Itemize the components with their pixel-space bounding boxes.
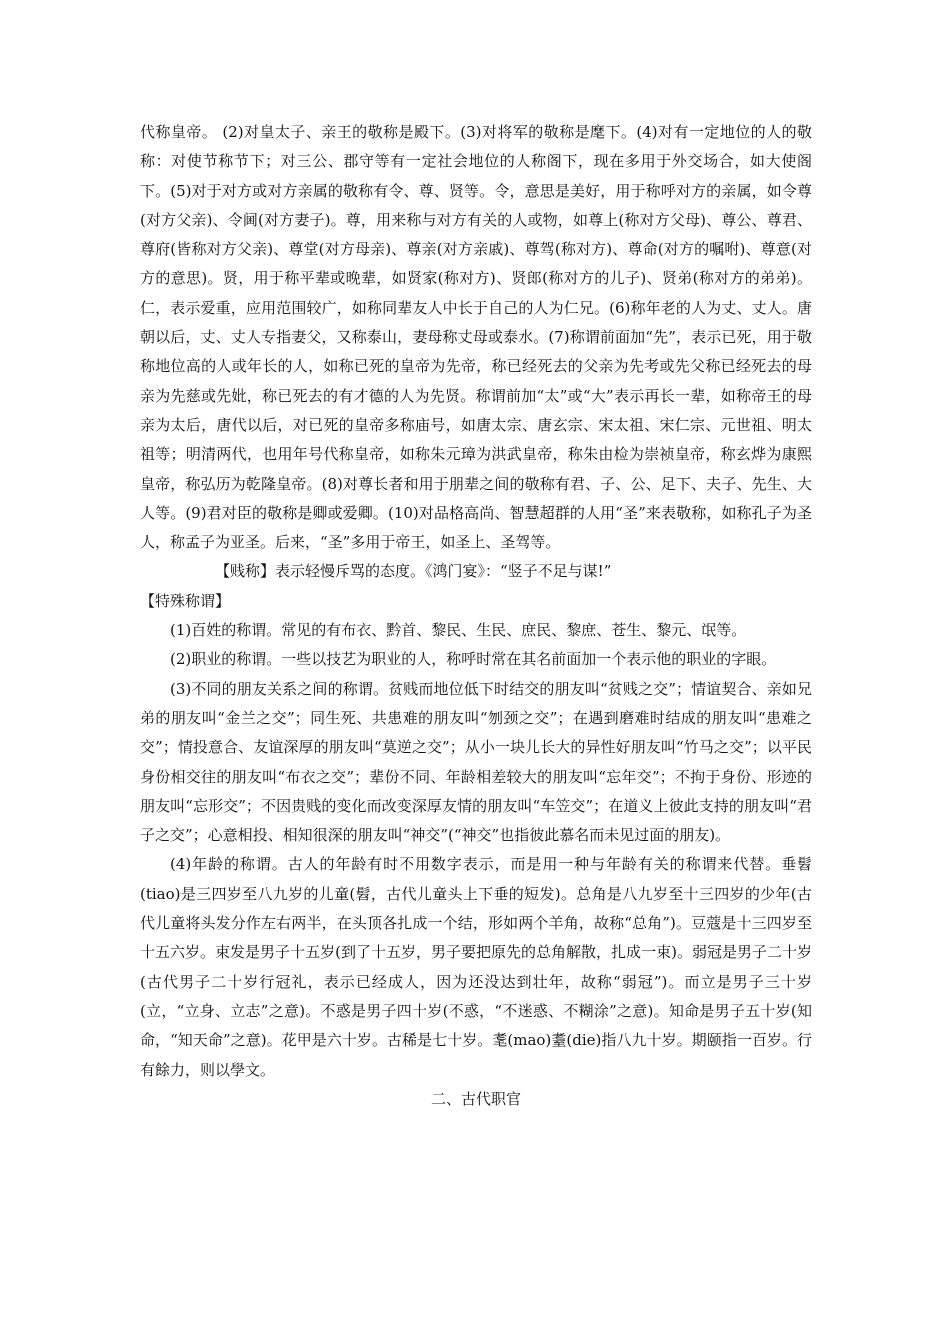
paragraph-commoner-terms: (1)百姓的称谓。常见的有布衣、黔首、黎民、生民、庶民、黎庶、苍生、黎元、氓等。 bbox=[170, 621, 747, 640]
paragraph-friendship-terms: (3)不同的朋友关系之间的称谓。贫贱而地位低下时结交的朋友叫“贫贱之交”；情谊契合、亲如兄弟的朋友叫“金兰之交”；同生死、共患难的朋友叫“刎颈之交”；在遇到磨难时结成的朋友叫“患难之交”；情投意合、友谊深厚的朋友叫“莫逆之交”；从小一块儿长大的异性好朋友叫“竹马之交”；以平民身份相交往的朋友叫“布衣之交”；辈份不同、年龄相差较大的朋友叫“忘年交”；不拘于身份、形迹的朋友叫“忘形交”；不因贵贱的变化而改变深厚友情的朋友叫“车笠交”；在道义上彼此支持的朋友叫“君子之交”；心意相投、相知很深的朋友叫“神交”(“神交”也指彼此慕名而未见过面的朋友)。 bbox=[140, 679, 812, 845]
document-page bbox=[140, 118, 812, 1114]
heading-special-terms: 【特殊称谓】 bbox=[140, 591, 231, 610]
paragraph-occupation-terms: (2)职业的称谓。一些以技艺为职业的人，称呼时常在其名前面加一个表示他的职业的字眼。 bbox=[170, 650, 777, 669]
paragraph-derogatory-terms: 【贱称】表示轻慢斥骂的态度。《鸿门宴》：“竖子不足与谋!” bbox=[215, 562, 612, 581]
section-heading: 二、古代职官 bbox=[430, 1089, 521, 1108]
paragraph-honorifics: 代称皇帝。 (2)对皇太子、亲王的敬称是殿下。(3)对将军的敬称是麾下。(4)对有一定地位的人的敬称：对使节称节下；对三公、郡守等有一定社会地位的人称阁下，现在多用于外交场合，如大使阁下。(5)对于对方或对方亲属的敬称有令、尊、贤等。令，意思是美好，用于称呼对方的亲属，如令尊(对方父亲)、令阃(对方妻子)。尊，用来称与对方有关的人或物，如尊上(称对方父母)、尊公、尊君、尊府(皆称对方父亲)、尊堂(对方母亲)、尊亲(对方亲戚)、尊驾(称对方)、尊命(对方的嘱咐)、尊意(对方的意思)。贤，用于称平辈或晚辈，如贤家(称对方)、贤郎(称对方的儿子)、贤弟(称对方的弟弟)。仁，表示爱重，应用范围较广，如称同辈友人中长于自己的人为仁兄。(6)称年老的人为丈、丈人。唐朝以后，丈、丈人专指妻父，又称泰山，妻母称丈母或泰水。(7)称谓前面加“先”，表示已死，用于敬称地位高的人或年长的人，如称已死的皇帝为先帝，称已经死去的父亲为先考或先父称已经死去的母亲为先慈或先妣，称已死去的有才德的人为先贤。称谓前加“太”或“大”表示再长一辈，如称帝王的母亲为太后，唐代以后，对已死的皇帝多称庙号，如唐太宗、唐玄宗、宋太祖、宋仁宗、元世祖、明太祖等；明清两代，也用年号代称皇帝，如称朱元璋为洪武皇帝，称朱由检为崇祯皇帝，称玄烨为康熙皇帝，称弘历为乾隆皇帝。(8)对尊长者和用于朋辈之间的敬称有君、子、公、足下、夫子、先生、大人等。(9)君对臣的敬称是卿或爱卿。(10)对品格高尚、智慧超群的人用“圣”来表敬称，如称孔子为圣人，称孟子为亚圣。后来，“圣”多用于帝王，如圣上、圣驾等。 bbox=[140, 123, 812, 552]
paragraph-age-terms: (4)年龄的称谓。古人的年龄有时不用数字表示，而是用一种与年龄有关的称谓来代替。垂髫(tiao)是三四岁至八九岁的儿童(髫，古代儿童头上下垂的短发)。总角是八九岁至十三四岁的少年(古代儿童将头发分作左右两半，在头顶各扎成一个结，形如两个羊角，故称“总角”)。豆蔻是十三四岁至十五六岁。束发是男子十五岁(到了十五岁，男子要把原先的总角解散，扎成一束)。弱冠是男子二十岁(古代男子二十岁行冠礼，表示已经成人，因为还没达到壮年，故称“弱冠”)。而立是男子三十岁(立，“立身、立志”之意)。不惑是男子四十岁(不惑，“不迷惑、不糊涂”之意)。知命是男子五十岁(知命，“知天命”之意)。花甲是六十岁。古稀是七十岁。耄(mao)耋(die)指八九十岁。期颐指一百岁。行有餘力，则以學文。 bbox=[140, 855, 812, 1079]
